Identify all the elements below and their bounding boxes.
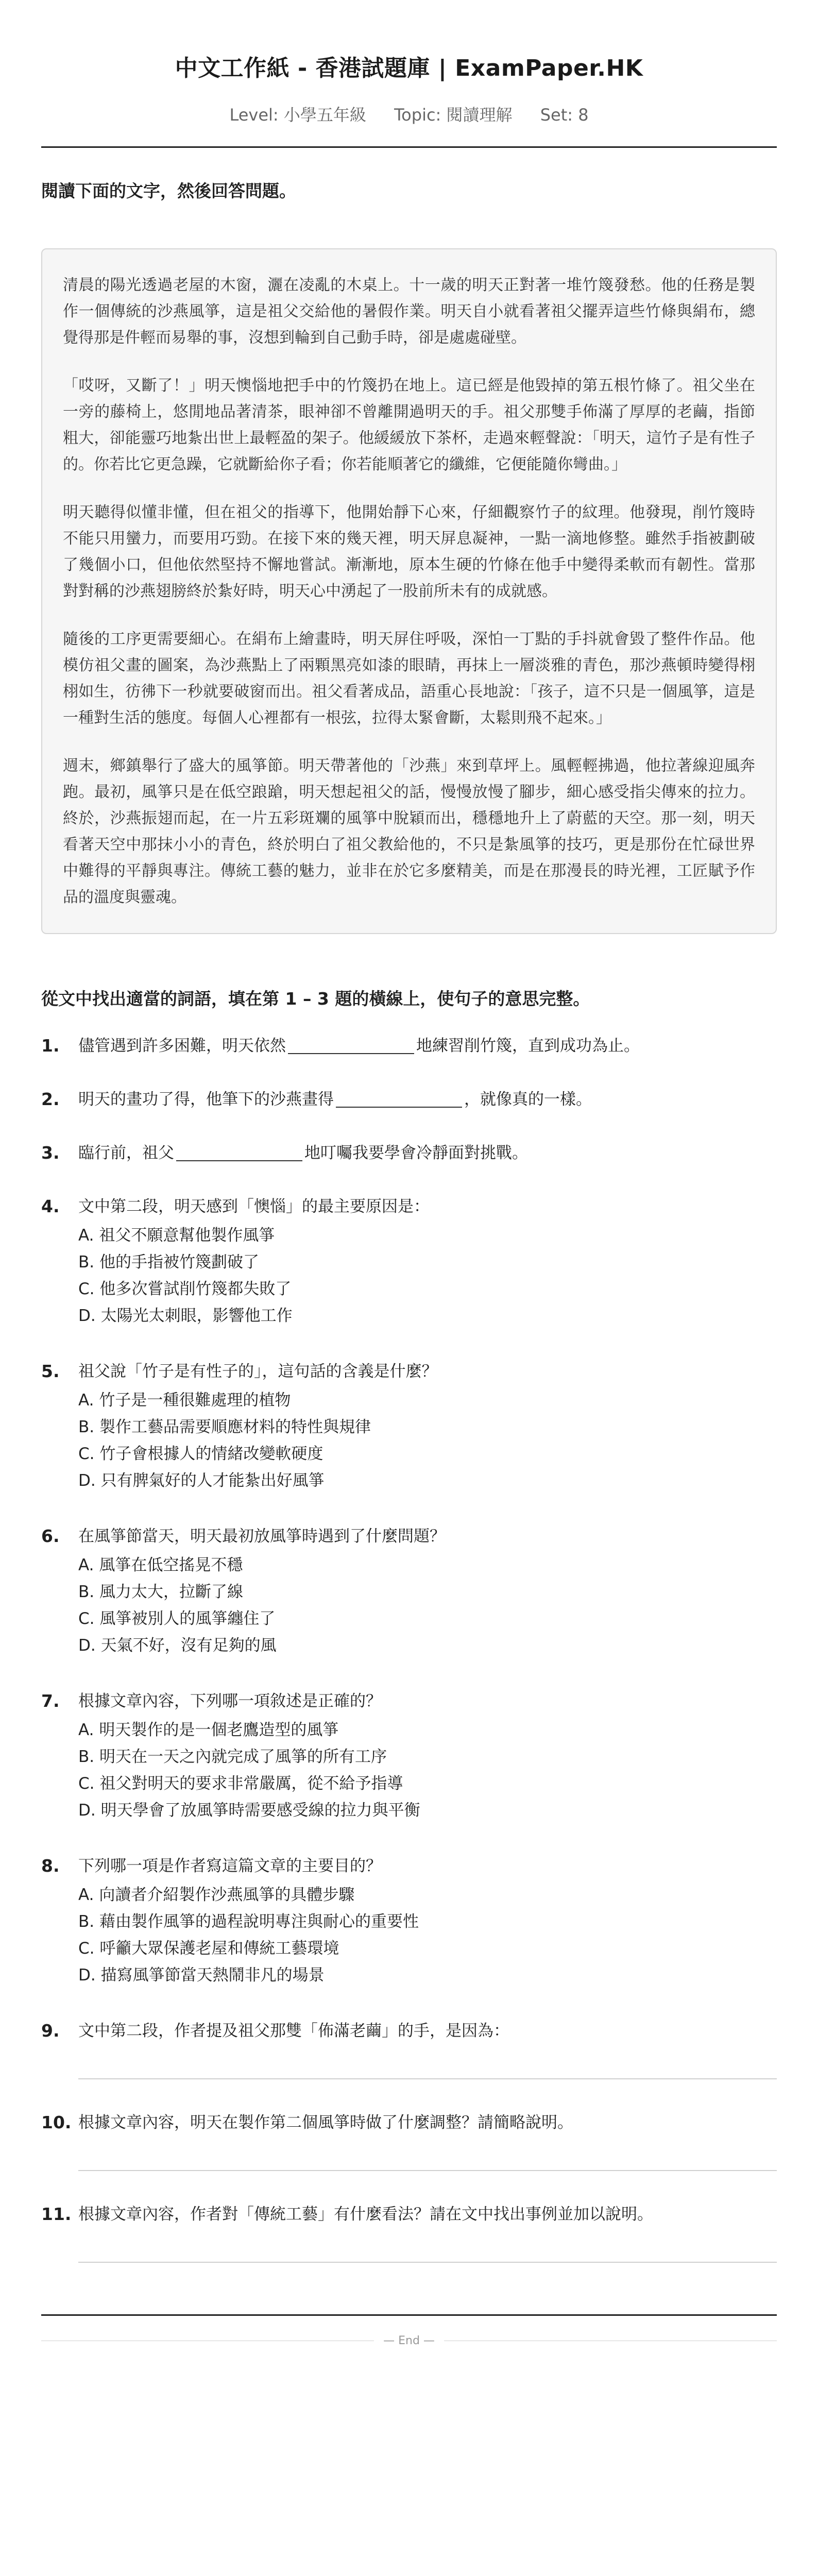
end-marker (41, 2334, 777, 2347)
question-9 (41, 2020, 777, 2079)
option-d[interactable]: D. 天氣不好，沒有足夠的風 (78, 1636, 277, 1655)
question-body (78, 2111, 777, 2171)
fill-in-instruction: 從文中找出適當的詞語，填在第 1 – 3 題的橫線上，使句子的意思完整。 (41, 989, 590, 1009)
question-2 (41, 1088, 777, 1111)
question-number: 7. (41, 1691, 60, 1711)
passage-paragraph-3: 明天聽得似懂非懂，但在祖父的指導下，他開始靜下心來，仔細觀察竹子的紋理。他發現，削竹篾時不能只用蠻力，而要用巧勁。在接下來的幾天裡，明天屏息凝神，一點一滴地修整。雖然手指被劃破了幾個小口，但他依然堅持不懈地嘗試。漸漸地，原本生硬的竹條在他手中變得柔軟而有韌性。當那對對稱的沙燕翅膀終於紮好時，明天心中湧起了一股前所未有的成就感。 (63, 503, 755, 600)
question-number: 5. (41, 1361, 60, 1381)
option-a[interactable]: A. 祖父不願意幫他製作風箏 (78, 1226, 275, 1245)
answer-blank-1[interactable] (288, 1035, 414, 1054)
question-text: 祖父說「竹子是有性子的」，這句話的含義是什麼？ (78, 1362, 438, 1381)
question-number: 11. (41, 2204, 72, 2224)
answer-blank-2[interactable] (336, 1088, 462, 1108)
passage-paragraph-2: 「哎呀，又斷了！」明天懊惱地把手中的竹篾扔在地上。這已經是他毀掉的第五根竹條了。祖父坐在一旁的藤椅上，悠閒地品著清茶，眼神卻不曾離開過明天的手。祖父那雙手佈滿了厚厚的老繭，指節粗大，卻能靈巧地紮出世上最輕盈的架子。他緩緩放下茶杯，走過來輕聲說：「明天，這竹子是有性子的。你若比它更急躁，它就斷給你子看；你若能順著它的纖維，它便能隨你彎曲。」 (63, 377, 755, 473)
question-number: 9. (41, 2021, 60, 2041)
question-text: 根據文章內容，作者對「傳統工藝」有什麼看法？請在文中找出事例並加以說明。 (78, 2205, 653, 2224)
question-10 (41, 2111, 777, 2171)
option-list (78, 1882, 777, 1989)
question-3 (41, 1142, 777, 1164)
reading-instruction: 閱讀下面的文字，然後回答問題。 (41, 181, 296, 201)
question-text-before: 臨行前，祖父 (78, 1144, 174, 1162)
question-6 (41, 1525, 777, 1659)
worksheet-header (41, 0, 777, 148)
question-11 (41, 2203, 777, 2263)
question-text-before: 儘管遇到許多困難，明天依然 (78, 1037, 286, 1055)
question-text-after: 地練習削竹篾，直到成功為止。 (416, 1037, 640, 1055)
option-c[interactable]: C. 他多次嘗試削竹篾都失敗了 (78, 1280, 292, 1298)
question-text: 文中第二段，作者提及祖父那雙「佈滿老繭」的手，是因為： (78, 2022, 509, 2040)
option-b[interactable]: B. 藉由製作風箏的過程說明專注與耐心的重要性 (78, 1912, 419, 1931)
option-list (78, 1222, 777, 1329)
topic-label: Topic: 閱讀理解 (394, 105, 513, 125)
option-list (78, 1717, 777, 1824)
question-1 (41, 1035, 777, 1057)
question-text: 根據文章內容，明天在製作第二個風箏時做了什麼調整？請簡略說明。 (78, 2113, 573, 2132)
option-d[interactable]: D. 太陽光太刺眼，影響他工作 (78, 1307, 293, 1325)
option-a[interactable]: A. 竹子是一種很難處理的植物 (78, 1391, 291, 1410)
option-d[interactable]: D. 描寫風箏節當天熱鬧非凡的場景 (78, 1966, 325, 1985)
option-b[interactable]: B. 製作工藝品需要順應材料的特性與規律 (78, 1418, 371, 1436)
question-number: 3. (41, 1143, 60, 1163)
question-body (78, 2020, 777, 2079)
option-list (78, 1552, 777, 1659)
question-text (78, 1088, 777, 1111)
question-number: 10. (41, 2112, 72, 2132)
question-body (78, 1855, 777, 1989)
question-body (78, 1195, 777, 1329)
option-b[interactable]: B. 他的手指被竹篾劃破了 (78, 1253, 259, 1272)
question-body (78, 1690, 777, 1824)
end-text: — End — (383, 2334, 435, 2347)
option-b[interactable]: B. 風力太大，拉斷了線 (78, 1583, 243, 1601)
question-4 (41, 1195, 777, 1329)
question-body (78, 1525, 777, 1659)
passage-paragraph-1: 清晨的陽光透過老屋的木窗，灑在凌亂的木桌上。十一歲的明天正對著一堆竹篾發愁。他的任務是製作一個傳統的沙燕風箏，這是祖父交給他的暑假作業。明天自小就看著祖父擺弄這些竹條與絹布，總覺得那是件輕而易舉的事，沒想到輪到自己動手時，卻是處處碰壁。 (63, 276, 755, 347)
question-text: 下列哪一項是作者寫這篇文章的主要目的？ (78, 1857, 382, 1875)
passage-paragraph-4: 隨後的工序更需要細心。在絹布上繪畫時，明天屏住呼吸，深怕一丁點的手抖就會毀了整件作品。他模仿祖父畫的圖案，為沙燕點上了兩顆黑亮如漆的眼睛，再抹上一層淡雅的青色，那沙燕頓時變得栩栩如生，彷彿下一秒就要破窗而出。祖父看著成品，語重心長地說：「孩子，這不只是一個風箏，這是一種對生活的態度。每個人心裡都有一根弦，拉得太緊會斷，太鬆則飛不起來。」 (63, 630, 755, 727)
option-c[interactable]: C. 呼籲大眾保護老屋和傳統工藝環境 (78, 1939, 339, 1958)
passage-paragraph-5: 週末，鄉鎮舉行了盛大的風箏節。明天帶著他的「沙燕」來到草坪上。風輕輕拂過，他拉著線迎風奔跑。最初，風箏只是在低空踉蹌，明天想起祖父的話，慢慢放慢了腳步，細心感受指尖傳來的拉力。終於，沙燕振翅而起，在一片五彩斑斕的風箏中脫穎而出，穩穩地升上了蔚藍的天空。那一刻，明天看著天空中那抹小小的青色，終於明白了祖父教給他的，不只是紮風箏的技巧，更是那份在忙碌世界中難得的平靜與專注。傳統工藝的魅力，並非在於它多麼精美，而是在那漫長的時光裡，工匠賦予作品的溫度與靈魂。 (63, 757, 755, 906)
option-c[interactable]: C. 祖父對明天的要求非常嚴厲，從不給予指導 (78, 1774, 403, 1793)
option-d[interactable]: D. 明天學會了放風箏時需要感受線的拉力與平衡 (78, 1801, 420, 1820)
question-text (78, 1142, 777, 1164)
end-divider (41, 2314, 777, 2316)
question-number: 4. (41, 1196, 60, 1216)
question-text-after: 地叮囑我要學會冷靜面對挑戰。 (304, 1144, 528, 1162)
worksheet-meta (41, 102, 777, 126)
option-list (78, 1387, 777, 1494)
question-7 (41, 1690, 777, 1824)
question-text (78, 1035, 777, 1057)
question-8 (41, 1855, 777, 1989)
option-a[interactable]: A. 明天製作的是一個老鷹造型的風箏 (78, 1721, 339, 1739)
question-5 (41, 1360, 777, 1494)
header-divider (41, 146, 777, 148)
option-c[interactable]: C. 竹子會根據人的情緒改變軟硬度 (78, 1445, 323, 1463)
question-body (78, 2203, 777, 2263)
option-c[interactable]: C. 風箏被別人的風箏纏住了 (78, 1609, 276, 1628)
answer-line[interactable] (78, 2262, 777, 2263)
question-text: 文中第二段，明天感到「懊惱」的最主要原因是： (78, 1197, 430, 1216)
question-list (41, 1035, 777, 2263)
option-a[interactable]: A. 向讀者介紹製作沙燕風箏的具體步驟 (78, 1886, 355, 1904)
question-text-before: 明天的畫功了得，他筆下的沙燕畫得 (78, 1090, 334, 1109)
question-number: 8. (41, 1856, 60, 1876)
question-number: 1. (41, 1036, 60, 1056)
question-body (78, 1360, 777, 1494)
question-number: 6. (41, 1526, 60, 1546)
option-a[interactable]: A. 風箏在低空搖晃不穩 (78, 1556, 243, 1574)
question-text: 在風箏節當天，明天最初放風箏時遇到了什麼問題？ (78, 1527, 446, 1546)
option-b[interactable]: B. 明天在一天之內就完成了風箏的所有工序 (78, 1748, 387, 1766)
question-number: 2. (41, 1089, 60, 1109)
site-title: 中文工作紙 - 香港試題庫 | ExamPaper.HK (175, 55, 643, 81)
set-label: Set: 8 (540, 105, 589, 125)
question-text-after: ，就像真的一樣。 (464, 1090, 592, 1109)
answer-blank-3[interactable] (176, 1142, 302, 1161)
answer-line[interactable] (78, 2170, 777, 2171)
question-text: 根據文章內容，下列哪一項敘述是正確的？ (78, 1692, 382, 1710)
answer-line[interactable] (78, 2078, 777, 2079)
option-d[interactable]: D. 只有脾氣好的人才能紮出好風箏 (78, 1471, 325, 1490)
reading-passage (41, 248, 777, 934)
level-label: Level: 小學五年級 (229, 105, 366, 125)
end-section (41, 2314, 777, 2347)
